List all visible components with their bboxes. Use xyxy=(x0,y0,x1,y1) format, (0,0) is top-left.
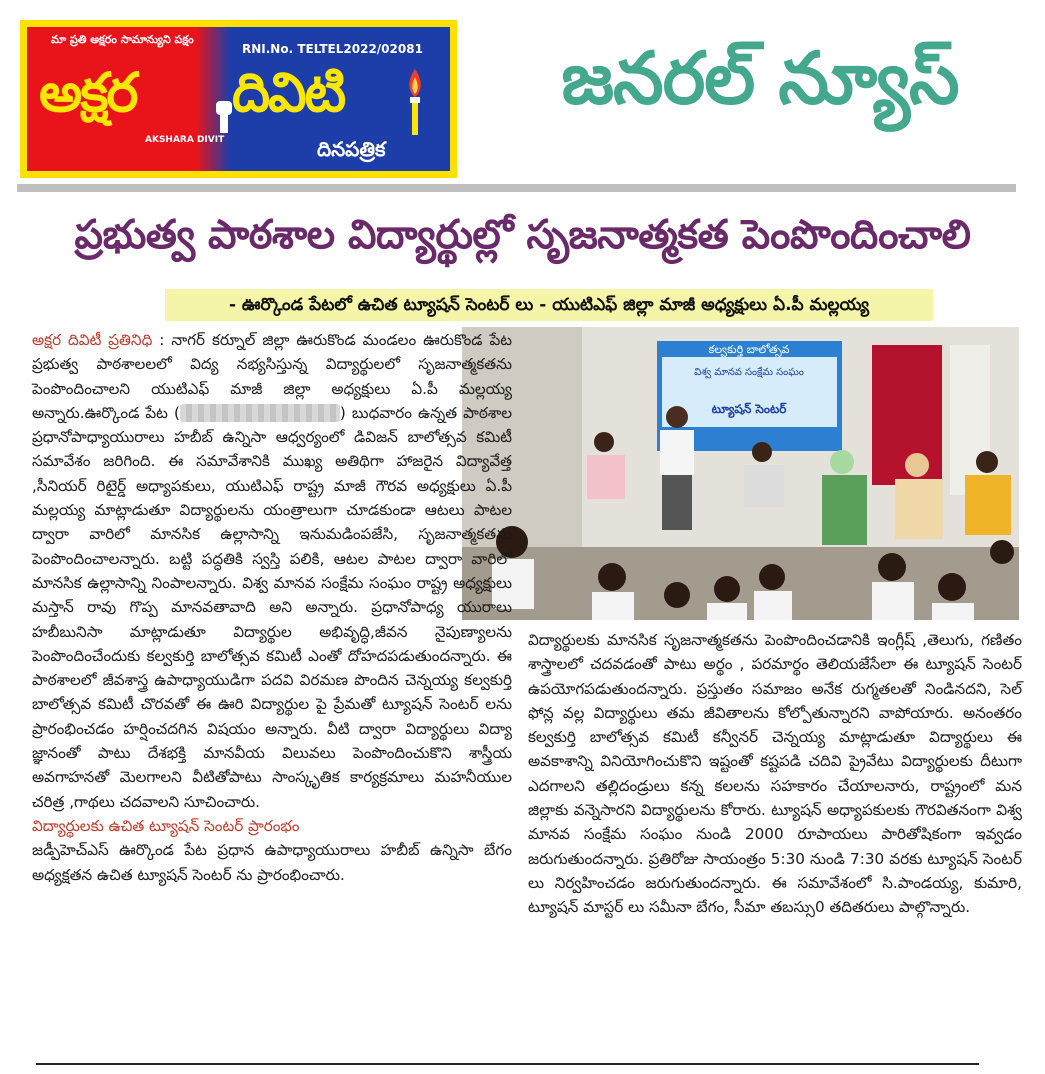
logo-word-akshara: అక్షర xyxy=(39,61,137,124)
banner-line-1: కల్వకుర్తి బాలోత్సవ xyxy=(708,343,790,356)
footer-divider xyxy=(36,1063,979,1065)
article-column-right xyxy=(528,628,1022,920)
torch-icon xyxy=(402,67,428,137)
banner-line-3: ట్యూషన్ సెంటర్ xyxy=(711,402,787,416)
logo-word-diviti: దివిటి xyxy=(232,61,345,124)
article-subheading: విద్యార్థులకు ఉచిత ట్యూషన్ సెంటర్ ప్రారంభం xyxy=(32,816,300,835)
article-column-left xyxy=(32,328,512,887)
header-divider xyxy=(17,184,1016,192)
article-photo xyxy=(462,327,1019,620)
article-subheadline: - ఊర్కొండ పేటలో ఉచిత ట్యూషన్ సెంటర్ లు - యుటిఎఫ్ జిల్లా మాజీ అధ్యక్షులు ఏ.పీ మల్లయ్య xyxy=(165,289,933,321)
article-paragraph-2: జడ్పీహెచ్ఎస్ ఊర్కొండ పేట ప్రధాన ఉపాధ్యాయురాలు హబీబ్ ఉన్నిసా బేగం అధ్యక్షతన ఉచిత ట్యూషన్ సెంటర్ ను ప్రారంభించారు. xyxy=(32,841,512,884)
dateline: అక్షర దివిటీ ప్రతినిధి xyxy=(32,331,153,349)
logo-tagline: మా ప్రతి అక్షరం సామాన్యుని పక్షం xyxy=(51,33,194,46)
section-title: జనరల్ న్యూస్ xyxy=(561,36,959,120)
raised-fist-icon xyxy=(212,99,236,135)
meeting-photo-illustration xyxy=(462,327,1019,620)
rni-number: RNI.No. TELTEL2022/02081 xyxy=(242,42,423,56)
redacted-text xyxy=(180,404,340,422)
logo-panel xyxy=(27,27,450,171)
newspaper-logo xyxy=(20,20,457,178)
banner-line-2: విశ్వ మానవ సంక్షేమ సంఘం xyxy=(694,367,804,378)
logo-daily-label: దినపత్రిక xyxy=(317,137,386,161)
article-headline: ప్రభుత్వ పాఠశాల విద్యార్థుల్లో సృజనాత్మకత పెంపొందించాలి xyxy=(74,212,971,258)
article-paragraph-1 xyxy=(32,328,512,814)
paragraph-1-part-a: : నాగర్ కర్నూల్ జిల్లా ఊరుకొండ మండలం ఊరుకొండ పేట ప్రభుత్వ పాఠశాలలలో విద్య నభ్యసిస్తున్న విద్యార్థులలో సృజనాత్మకతను పెంపొందించాలని యుటిఎఫ్ మాజీ జిల్లా అధ్యక్షులు ఏ.పీ మల్లయ్య అన్నారు.ఊర్కొండ పేట ( xyxy=(32,331,513,422)
paragraph-1-part-b: ) బుధవారం ఉన్నత పాఠశాల ప్రధానోపాధ్యాయురాలు హబీబ్ ఉన్నిసా ఆధ్వర్యంలో డివిజన్ బాలోత్సవ కమిటీ సమావేశం జరిగింది. ఈ సమావేశానికి ముఖ్య అతిథిగా హాజరైన విద్యావేత్త ,సీనియర్ రిటైర్డ్ అధ్యాపకులు, యుటిఎఫ్ రాష్ట్ర మాజీ గౌరవ అధ్యక్షులు ఏ.పీ మల్లయ్య మాట్లాడుతూ విద్యార్థులను యంత్రాలుగా చూడకుండా ఆటలు పాటల ద్వారా వారిలో మానసిక ఉల్లాసాన్ని ఇనుమడింపజేసి, సృజనాత్మకతను పెంపొందించాలన్నారు. బట్టి పద్ధతికి స్వస్తి పలికి, ఆటల పాటల ద్వారా వారిలో మానసిక ఉల్లాసాన్ని నింపాలన్నారు. విశ్వ మానవ సంక్షేమ సంఘం రాష్ట్ర అధ్యక్షులు మస్తాన్ రావు గొప్ప మానవతావాది అని అన్నారు. ప్రధానోపాధ్య యురాలు హబీబునిసా మాట్లాడుతూ విద్యార్థుల అభివృద్ధి,జీవన నైపుణ్యాలను పెంపొందించేందుకు కల్వకుర్తి బాలోత్సవ కమిటీ ఎంతో దోహదపడుతుందన్నారు. ఈ పాఠశాలలో జీవశాస్త్ర ఉపాధ్యాయుడిగా పదవి విరమణ పొందిన చెన్నయ్య కల్వకుర్తి బాలోత్సవ కమిటీ చొరవతో ఈ ఊరి విద్యార్థుల పై ప్రేమతో ట్యూషన్ సెంటర్ లను ప్రారంభించడం హర్షించదగిన విషయం అన్నారు. వీటి ద్వారా విద్యార్థులు విద్యా జ్ఞానంతో పాటు దేశభక్తి మానవీయ విలువలు పెంపొందించుకొని శాస్త్రీయ అవగాహనతో మెలగాలని వీటితోపాటు సాంస్కృతిక కార్యక్రమాలు మహనీయుల చరిత్ర ,గాథలు చదవాలని సూచించారు. xyxy=(32,403,512,811)
logo-english-name: AKSHARA DIVIT xyxy=(145,135,225,145)
article-paragraph-3: విద్యార్థులకు మానసిక సృజనాత్మకతను పెంపొందించడానికి ఇంగ్లీష్ ,తెలుగు, గణితం శాస్త్రాలలో చదవడంతో పాటు అర్థం , పరమార్థం తెలియజేసేలా ఈ ట్యూషన్ సెంటర్ ఉపయోగపడుతుందన్నారు. ప్రస్తుతం సమాజం అనేక రుగ్మతలతో నిండినదని, సెల్ ఫోన్ల వల్ల విద్యార్థులు తమ జీవితాలను కోల్పోతున్నారని వాపోయారు. అనంతరం కల్వకుర్తి బాలోత్సవ కమిటీ కన్వీనర్ చెన్నయ్య మాట్లాడుతూ విద్యార్థులు ఈ అవకాశాన్ని వినియోగించుకొని ఇష్టంతో కష్టపడి చదివి ప్రైవేటు విద్యార్థులకు దీటుగా ఎదగాలని తల్లిదండ్రులు కన్న కలలను సహకారం చేయాలనారు, రాష్ట్రంలో మన జిల్లాకు వన్నెసారని విద్యార్థులను కోరారు. ట్యూషన్ అధ్యాపకులకు గౌరవితనంగా విశ్వ మానవ సంక్షేమ సంఘం నుండి 2000 రూపాయలు పారితోషికంగా ఇవ్వడం జరుగుతుందన్నారు. ప్రతిరోజు సాయంత్రం 5:30 నుండి 7:30 వరకు ట్యూషన్ సెంటర్ లు నిర్వహించడం జరుగుతుందన్నారు. ఈ సమావేశంలో సి.పాండయ్య, కుమారి, ట్యూషన్ మాస్టర్ లు సమీనా బేగం, సీమా తబస్సు0 తదితరులు పాల్గొన్నారు. xyxy=(528,631,1022,917)
